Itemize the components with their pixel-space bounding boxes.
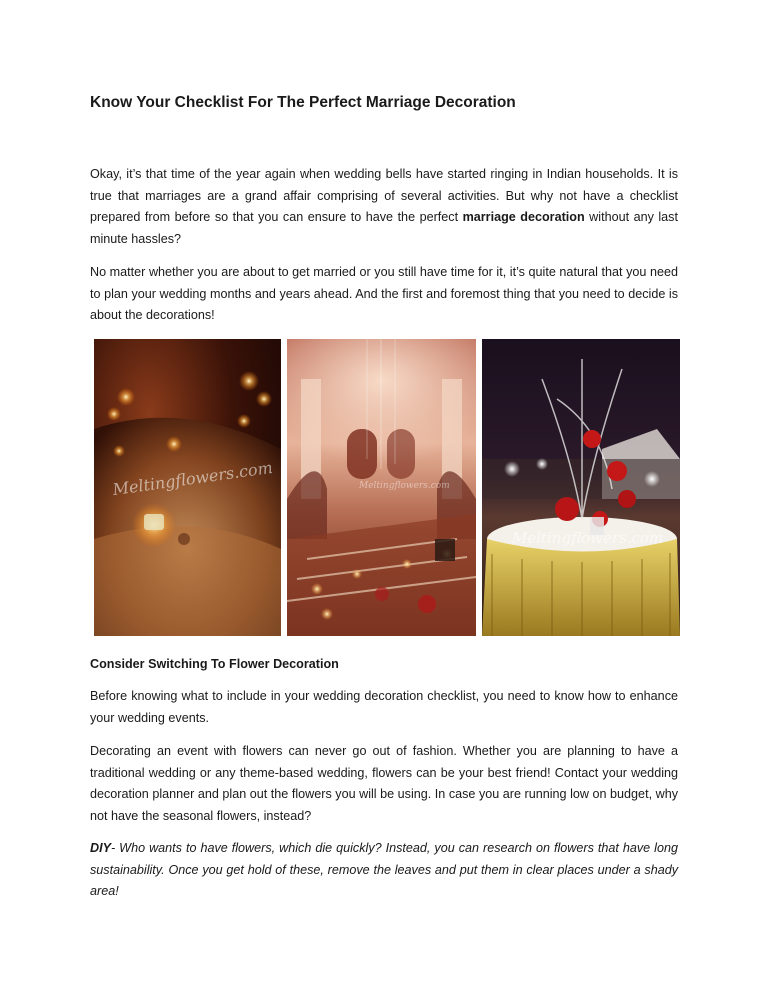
marriage-decoration-link: marriage decoration	[462, 210, 585, 224]
intro-paragraph	[90, 164, 678, 250]
hall-decor-photo	[287, 339, 476, 636]
decoration-photo-strip	[94, 339, 680, 636]
table-centerpiece-photo	[482, 339, 680, 636]
flowers-paragraph: Decorating an event with flowers can never go out of fashion. Whether you are planning to have a traditional wedding or any theme-based wedding, flowers can be your best friend! Contact your wedding decoration planner and plan out the flowers you will be using. In case you are running low on budget, why not have the seasonal flowers, instead?	[90, 744, 678, 823]
enhance-events-paragraph: Before knowing what to include in your wedding decoration checklist, you need to know how to enhance your wedding events.	[90, 689, 678, 725]
photo-watermark: Meltingflowers.com	[359, 481, 450, 491]
photo-watermark: Meltingflowers.com	[512, 529, 664, 547]
photo-watermark: Meltingflowers.com	[111, 457, 274, 500]
table-centerpiece-image	[482, 339, 680, 636]
document-title: Know Your Checklist For The Perfect Marriage Decoration	[90, 94, 516, 111]
intro-text-start: Okay, it’s that time of the year again when wedding bells have started ringing in Indian households. It is true that marriages are a grand affair comprising of several activities. But why not have a checklist prepared from before so that you can ensure to have the perfect	[90, 167, 678, 224]
diy-paragraph	[90, 838, 678, 903]
planning-paragraph: No matter whether you are about to get married or you still have time for it, it’s quite natural that you need to plan your wedding months and years ahead. And the first and foremost thing that you need to decide is about the decorations!	[90, 265, 678, 322]
intro-text-end: without any last minute hassles?	[90, 210, 678, 246]
section-heading: Consider Switching To Flower Decoration	[90, 657, 339, 671]
diy-text: - Who wants to have flowers, which die quickly? Instead, you can research on flowers that have long sustainability. Once you get hold of these, remove the leaves and put them in clear places under a shady area!	[90, 841, 678, 898]
candle-petals-photo	[94, 339, 281, 636]
diy-label: DIY	[90, 841, 111, 855]
